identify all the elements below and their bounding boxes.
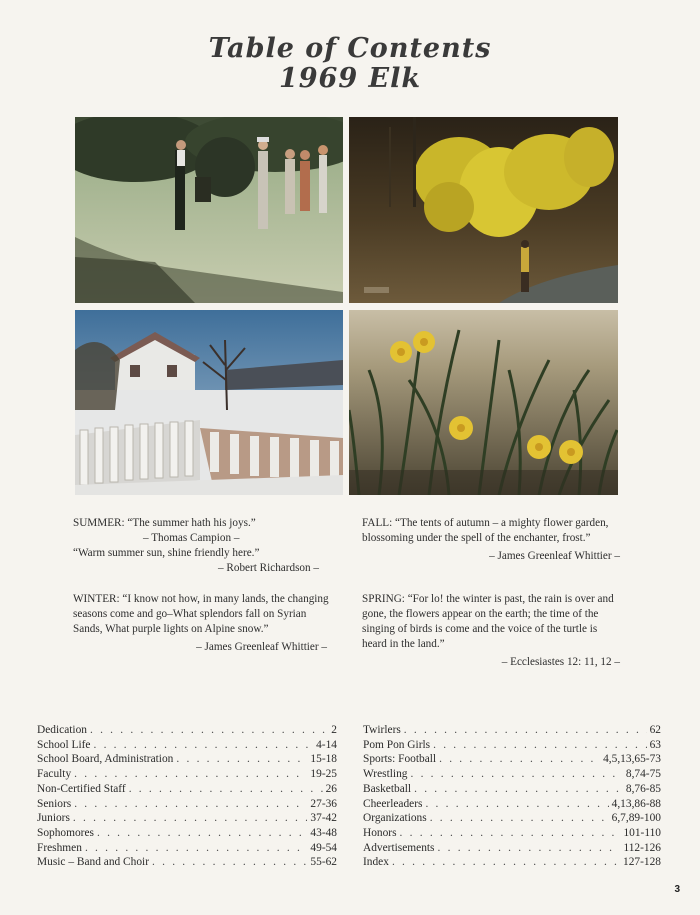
fall-photo	[349, 117, 618, 303]
toc-entry	[37, 811, 337, 826]
toc-entry	[363, 826, 661, 841]
toc-entry-pages: 27-36	[310, 797, 337, 810]
toc-entry-pages: 26	[325, 782, 337, 795]
toc-entry-pages: 15-18	[310, 753, 337, 766]
toc-entry-pages: 8,76-85	[625, 782, 661, 795]
toc-entry	[363, 723, 661, 738]
page-number: 3	[674, 884, 680, 895]
summer-quote-attr2: – Robert Richardson –	[218, 562, 319, 574]
toc-entry-pages: 62	[649, 724, 661, 736]
spring-quote	[362, 592, 624, 670]
toc-entry-label: Music – Band and Choir	[37, 856, 149, 869]
toc-right-column	[363, 723, 661, 870]
toc-entry-pages: 8,74-75	[625, 768, 661, 781]
toc-leader-dots	[97, 826, 307, 841]
toc-leader-dots	[430, 811, 609, 826]
toc-entry-pages: 6,7,89-100	[611, 812, 661, 825]
toc-entry-label: Seniors	[37, 797, 72, 810]
toc-entry	[37, 752, 337, 767]
toc-entry-label: Cheerleaders	[363, 797, 423, 810]
spring-quote-attr: – Ecclesiastes 12: 11, 12 –	[501, 656, 620, 668]
toc-entry	[37, 723, 337, 738]
toc-entry-pages: 101-110	[623, 826, 661, 839]
toc-entry	[363, 855, 661, 870]
toc-entry	[363, 841, 661, 856]
toc-entry-label: Sports: Football	[363, 753, 437, 766]
toc-left-column	[37, 723, 337, 870]
winter-photo	[75, 310, 343, 495]
winter-quote-attr: – James Greenleaf Whittier –	[196, 641, 327, 653]
toc-entry	[363, 767, 661, 782]
toc-leader-dots	[85, 841, 307, 856]
toc-entry-pages: 127-128	[623, 856, 661, 869]
toc-entry	[363, 797, 661, 812]
toc-leader-dots	[73, 811, 308, 826]
fall-quote-text: FALL: “The tents of autumn – a mighty flower garden, blossoming under the spell of the enchanter, frost.”	[362, 517, 609, 544]
summer-quote-attr1: – Thomas Campion –	[143, 532, 240, 544]
fall-quote-attr: – James Greenleaf Whittier –	[489, 550, 620, 562]
toc-entry-pages: 55-62	[310, 856, 337, 869]
toc-entry-pages: 19-25	[310, 768, 337, 781]
toc-leader-dots	[410, 767, 622, 782]
toc-leader-dots	[93, 738, 313, 753]
toc-entry	[363, 738, 661, 753]
toc-entry-label: Juniors	[37, 812, 70, 825]
toc-entry-label: Advertisements	[363, 841, 435, 854]
toc-entry-pages: 2	[331, 724, 337, 736]
toc-entry	[363, 811, 661, 826]
toc-entry-label: Faculty	[37, 768, 72, 781]
toc-entry	[363, 782, 661, 797]
toc-entry	[37, 767, 337, 782]
toc-leader-dots	[74, 797, 307, 812]
toc-leader-dots	[129, 782, 323, 797]
toc-entry-pages: 4,13,86-88	[611, 797, 661, 810]
toc-entry-label: Basketball	[363, 782, 412, 795]
toc-entry-pages: 37-42	[310, 812, 337, 825]
toc-leader-dots	[433, 738, 647, 753]
toc-entry	[37, 797, 337, 812]
toc-leader-dots	[74, 767, 307, 782]
toc-leader-dots	[414, 782, 623, 797]
toc-entry-label: Freshmen	[37, 841, 82, 854]
summer-quote-line2: “Warm summer sun, shine friendly here.”	[73, 547, 260, 559]
toc-leader-dots	[176, 752, 307, 767]
toc-entry-label: Index	[363, 856, 389, 869]
toc-entry-label: School Board, Administration	[37, 753, 174, 766]
toc-entry-pages: 4-14	[316, 738, 337, 751]
fall-quote	[362, 516, 624, 564]
winter-quote	[73, 592, 331, 655]
toc-entry-label: Dedication	[37, 724, 87, 736]
toc-entry-pages: 63	[649, 738, 661, 751]
toc-entry-label: Pom Pon Girls	[363, 738, 431, 751]
toc-entry-label: Twirlers	[363, 724, 401, 736]
toc-entry-label: Honors	[363, 826, 397, 839]
toc-entry-label: Organizations	[363, 812, 427, 825]
toc-entry	[37, 826, 337, 841]
toc-leader-dots	[152, 855, 307, 870]
spring-photo	[349, 310, 618, 495]
toc-entry-pages: 43-48	[310, 826, 337, 839]
page-subtitle: 1969 Elk	[278, 63, 422, 94]
toc-entry-pages: 4,5,13,65-73	[603, 753, 661, 766]
summer-quote	[73, 516, 323, 576]
spring-quote-text: SPRING: “For lo! the winter is past, the rain is over and gone, the flowers appear on the earth; the time of the singing of birds is come and the voice of the turtle is heard in the land.”	[362, 593, 614, 650]
toc-leader-dots	[439, 752, 600, 767]
toc-entry	[37, 841, 337, 856]
toc-leader-dots	[392, 855, 620, 870]
toc-leader-dots	[438, 841, 621, 856]
toc-entry-pages: 112-126	[623, 841, 661, 854]
toc-entry	[363, 752, 661, 767]
winter-quote-text: WINTER: “I know not how, in many lands, the changing seasons come and go–What splendors fall on Syrian Sands, What purple lights on Alpine snow.”	[73, 593, 329, 635]
toc-entry-pages: 49-54	[310, 841, 337, 854]
toc-entry-label: School Life	[37, 738, 91, 751]
toc-entry-label: Wrestling	[363, 768, 408, 781]
summer-photo	[75, 117, 343, 303]
toc-leader-dots	[404, 723, 647, 738]
toc-entry	[37, 782, 337, 797]
toc-entry-label: Sophomores	[37, 826, 94, 839]
toc-entry	[37, 738, 337, 753]
toc-entry	[37, 855, 337, 870]
summer-quote-line1: SUMMER: “The summer hath his joys.”	[73, 517, 256, 529]
toc-leader-dots	[90, 723, 328, 738]
toc-entry-label: Non-Certified Staff	[37, 782, 126, 795]
toc-leader-dots	[400, 826, 621, 841]
page-title: Table of Contents	[208, 33, 492, 64]
toc-leader-dots	[425, 797, 608, 812]
